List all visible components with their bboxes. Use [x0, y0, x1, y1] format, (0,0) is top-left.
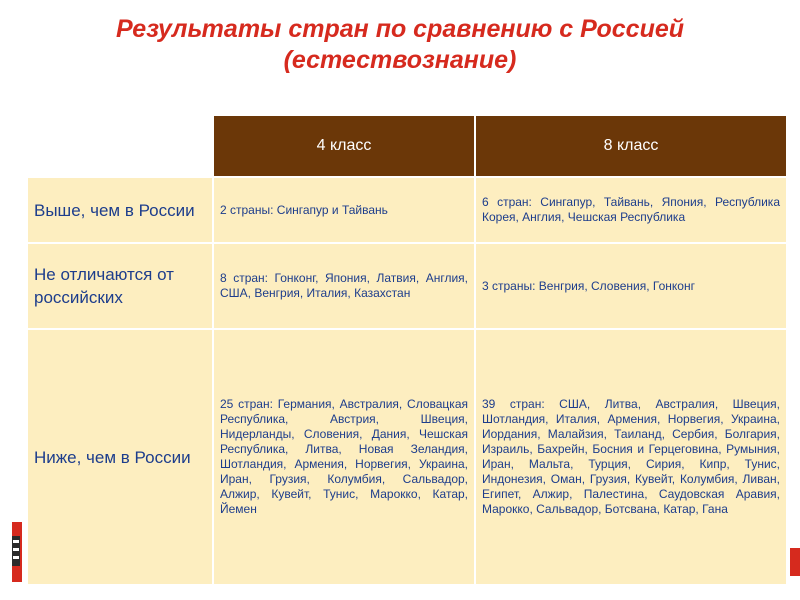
cell-same-grade-4: 8 стран: Гонконг, Япония, Латвия, Англия, США, Венгрия, Италия, Казахстан [213, 243, 475, 329]
header-grade-8: 8 класс [475, 115, 787, 177]
cell-lower-grade-8: 39 стран: США, Литва, Австралия, Швеция, Шотландия, Италия, Армения, Норвегия, Украина, Иордания, Малайзия, Таиланд, Сербия, Болгария, Израиль, Бахрейн, Босния и Герцеговина, Румыния, Иран, Мальта, Турция, Сирия, Кипр, Тунис, Индонезия, Оман, Грузия, Кувейт, Колумбия, Ливан, Египет, Алжир, Палестина, Саудовская Аравия, Марокко, Сальвадор, Ботсвана, Катар, Гана [475, 329, 787, 585]
row-label-lower: Ниже, чем в России [27, 329, 213, 585]
cell-lower-grade-4: 25 стран: Германия, Австралия, Словацкая Республика, Австрия, Швеция, Нидерланды, Словения, Дания, Чешская Республика, Литва, Новая Зеландия, Шотландия, Армения, Норвегия, Украина, Иран, Грузия, Колумбия, Сальвадор, Алжир, Кувейт, Тунис, Марокко, Катар, Йемен [213, 329, 475, 585]
row-label-same: Не отличаются от российских [27, 243, 213, 329]
header-grade-4: 4 класс [213, 115, 475, 177]
title-line-2: (естествознание) [283, 46, 517, 74]
results-table [26, 114, 788, 586]
table-header-row [27, 115, 787, 177]
slide-edge-mark-right [786, 548, 800, 576]
title-line-1: Результаты стран по сравнению с Россией [115, 15, 685, 43]
row-label-higher: Выше, чем в России [27, 177, 213, 243]
slide-edge-logo-left [0, 522, 22, 582]
cell-higher-grade-8: 6 стран: Сингапур, Тайвань, Япония, Республика Корея, Англия, Чешская Республика [475, 177, 787, 243]
cell-higher-grade-4: 2 страны: Сингапур и Тайвань [213, 177, 475, 243]
header-corner [27, 115, 213, 177]
table-row [27, 243, 787, 329]
table-row [27, 177, 787, 243]
table-row [27, 329, 787, 585]
cell-same-grade-8: 3 страны: Венгрия, Словения, Гонконг [475, 243, 787, 329]
page-title [0, 14, 800, 76]
